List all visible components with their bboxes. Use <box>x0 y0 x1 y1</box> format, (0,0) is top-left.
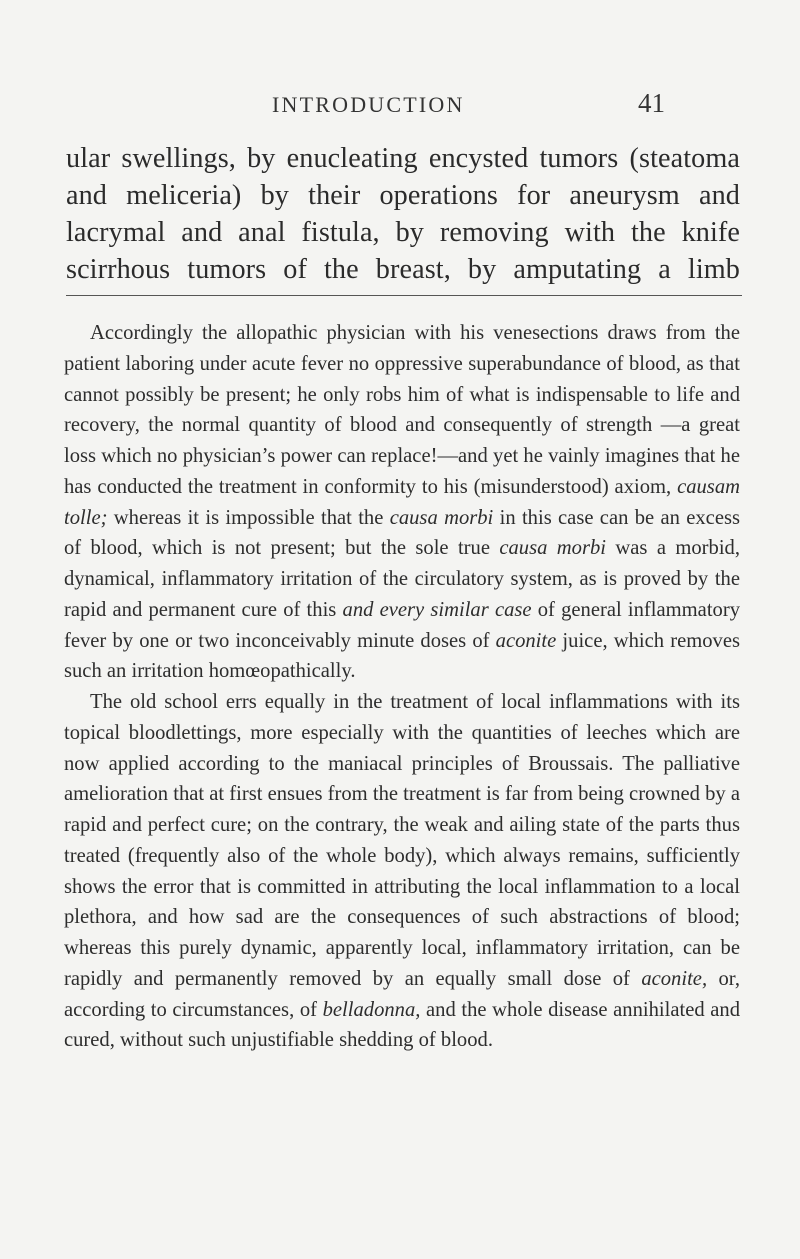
section-divider <box>66 295 742 296</box>
body-text <box>64 318 740 1056</box>
paragraph-2-text-3: and the whole disease annihilated and cured, without such unjustifiable shedding of blood. <box>64 998 741 1052</box>
paragraph-1-text-1: Accordingly the allopathic physician with his venesections draws from the patient laboring under acute fever no oppressive superabundance of blood, as that cannot possibly be present; he only robs him of what is indispensable to life and recovery, the normal quantity of blood and consequently of strength —a great loss which no physician’s power can replace!—and yet he vainly imagines that he has conducted the treatment in conformity to his (misunderstood) axiom, <box>64 322 740 498</box>
top-excerpt-text: ular swellings, by enucleating encysted tumors (steatoma and meliceria) by their operations for aneurysm and lacrymal and anal fistula, by removing with the knife scirrhous tumors of the breast, by amputating a limb <box>66 143 740 285</box>
top-excerpt <box>66 140 740 288</box>
page-number: 41 <box>638 88 665 118</box>
paragraph-1-text-4: was a morbid, dynamical, inflammatory irritation of the circulatory system, as is proved by the rapid and permanent cure of this <box>64 537 740 621</box>
paragraph-1-text-6: juice, which removes such an irritation homœopathically. <box>64 629 740 683</box>
paragraph-1-italic-5: aconite <box>495 629 557 652</box>
paragraph-1-text-2: whereas it is impossible that the <box>107 506 390 529</box>
paragraph-1-italic-2: causa morbi <box>389 506 494 529</box>
paragraph-1-text-3: in this case can be an excess of blood, which is not present; but the sole true <box>64 506 740 560</box>
paragraph-allopathic-venesection <box>64 318 740 687</box>
running-title: INTRODUCTION <box>272 92 465 117</box>
paragraph-1-italic-3: causa morbi <box>499 537 607 560</box>
paragraph-2-italic-1: aconite, <box>641 967 708 990</box>
running-head <box>0 88 800 128</box>
paragraph-1-italic-1: causam tolle; <box>64 475 740 529</box>
paragraph-2-italic-2: belladonna, <box>322 998 421 1021</box>
paragraph-2-text-1: The old school errs equally in the treatment of local inflammations with its topical bloodlettings, more especially with the quantities of leeches which are now applied according to the maniacal principles of Broussais. The palliative amelioration that at first ensues from the treatment is far from being crowned by a rapid and perfect cure; on the contrary, the weak and ailing state of the parts thus treated (frequently also of the whole body), which always remains, sufficiently shows the error that is committed in attributing the local inflammation to a local plethora, and how sad are the consequences of such abstractions of blood; whereas this purely dynamic, apparently local, inflammatory irritation, can be rapidly and permanently removed by an equally small dose of <box>64 691 740 990</box>
paragraph-1-text-5: of general inflammatory fever by one or two inconceivably minute doses of <box>64 598 740 652</box>
paragraph-1-italic-4: and every similar case <box>342 598 532 621</box>
paragraph-local-inflammation <box>64 687 740 1056</box>
paragraph-2-text-2: or, according to circumstances, of <box>64 967 740 1021</box>
